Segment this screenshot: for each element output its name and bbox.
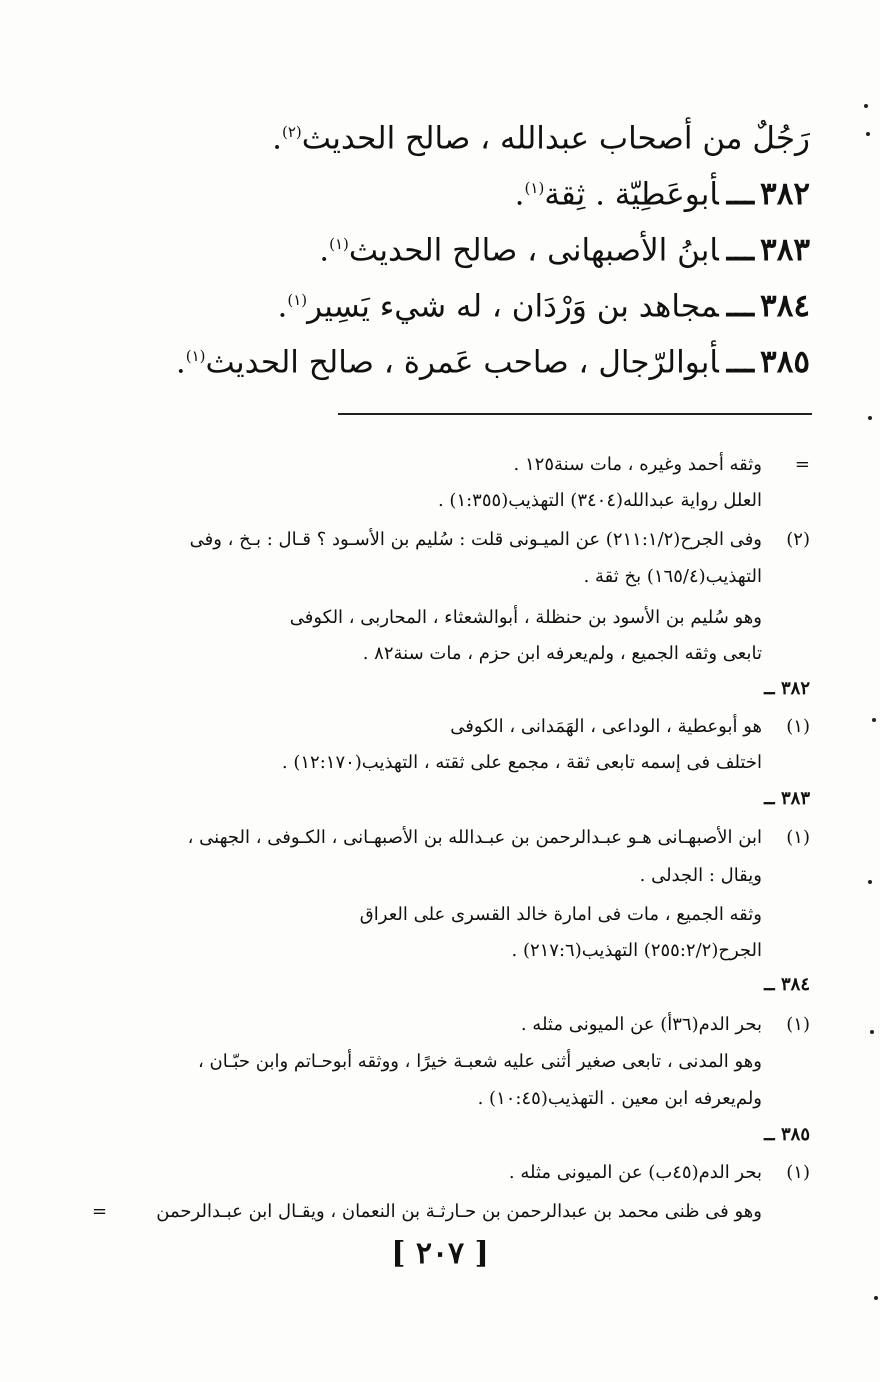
footnote-mark: (١) [786, 827, 810, 848]
footnote-mark: (٢) [786, 529, 810, 550]
footnote-line: وهو المدنى ، تابعى صغير أثنى عليه شعبـة خيرًا ، ووثقه أبوحـاتم وابن حبّـان ، [197, 1051, 762, 1072]
footnote-mark: (١) [786, 1014, 810, 1035]
footnote-line: وثقه الجميع ، مات فى امارة خالد القسرى على العراق [359, 904, 762, 925]
main-entry-0: رَجُلٌ من أصحاب عبدالله ، صالح الحديث$^{(٢)}$. [272, 120, 810, 157]
footnote-mark: (١) [786, 716, 810, 737]
footnote-line: بحر الدم(٤٥ب) عن الميونى مثله . [508, 1162, 762, 1183]
page-number: [ ٢٠٧ ] [391, 1236, 489, 1271]
footnote-mark: (١) [786, 1162, 810, 1183]
section-heading-385: ٣٨٥ ــ [764, 1124, 810, 1145]
footnote-separator [338, 413, 812, 415]
footnote-line: ويقال : الجدلى . [639, 865, 762, 886]
footnote-line: هو أبوعطية ، الوداعى ، الهَمَدانى ، الكوفى [450, 716, 762, 737]
scan-speck [872, 718, 876, 722]
footnote-line: اختلف فى إسمه تابعى ثقة ، مجمع على ثقته ، التهذيب(١٢:١٧٠) . [281, 752, 762, 773]
continuation-end-mark: = [92, 1201, 108, 1222]
footnote-line: الجرح(٢٥٥:٢/٢) التهذيب(٢١٧:٦) . [511, 940, 762, 961]
main-entry-385: ٣٨٥ـــأبوالرّجال ، صاحب عَمرة ، صالح الحديث$^{(١)}$. [175, 344, 810, 381]
continuation-mark: = [794, 454, 810, 475]
section-heading-383: ٣٨٣ ــ [764, 788, 810, 809]
scan-speck [868, 416, 872, 420]
scan-speck [874, 1296, 878, 1300]
section-heading-382: ٣٨٢ ــ [764, 678, 810, 699]
main-entry-383: ٣٨٣ـــابنُ الأصبهانى ، صالح الحديث$^{(١)}$. [319, 232, 810, 269]
section-heading-384: ٣٨٤ ــ [764, 974, 810, 995]
footnote-line: وهو سُليم بن الأسود بن حنظلة ، أبوالشعثاء ، المحاربى ، الكوفى [289, 607, 762, 628]
footnote-line: ابن الأصبهـانى هـو عبـدالرحمن بن عبـدالله بن الأصبهـانى ، الكـوفى ، الجهنى ، [187, 827, 762, 848]
main-entry-384: ٣٨٤ـــمجاهد بن وَرْدَان ، له شيء يَسِير$^{(١)}$. [277, 288, 810, 325]
footnote-line: وثقه أحمد وغيره ، مات سنة١٢٥ . [513, 454, 762, 475]
footnote-line: وهو فى ظنى محمد بن عبدالرحمن بن حـارثـة بن النعمان ، ويقـال ابن عبـدالرحمن [156, 1201, 762, 1222]
scan-speck [866, 132, 870, 136]
scan-speck [864, 104, 868, 108]
footnote-line: العلل رواية عبدالله(٣٤٠٤) التهذيب(١:٣٥٥) . [437, 490, 762, 511]
footnote-line: التهذيب(١٦٥/٤) بخ ثقة . [583, 566, 762, 587]
scan-speck [870, 1030, 874, 1034]
footnote-line: وفى الجرح(٢١١:١/٢) عن الميـونى قلت : سُليم بن الأسـود ؟ قـال : بـخ ، وفى [189, 529, 762, 550]
scan-speck [868, 880, 872, 884]
footnote-line: بحر الدم(٣٦أ) عن الميونى مثله . [520, 1014, 762, 1035]
main-entry-382: ٣٨٢ـــأبوعَطِيّة . ثِقة$^{(١)}$. [514, 176, 810, 213]
footnote-line: ولم‌يعرفه ابن معين . التهذيب(١٠:٤٥) . [477, 1088, 762, 1109]
footnote-line: تابعى وثقه الجميع ، ولم‌يعرفه ابن حزم ، مات سنة٨٢ . [362, 643, 762, 664]
